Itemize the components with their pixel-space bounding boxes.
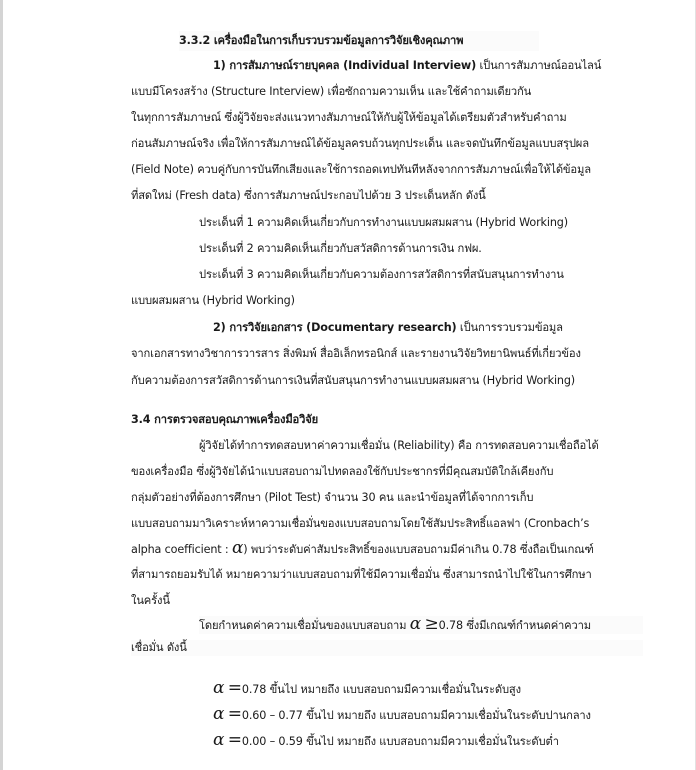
paragraph-line: alpha coefficient : α) พบว่าระดับค่าสัมประสิทธิ์ของแบบสอบถามมีค่าเกิน 0.78 ซึ่งถือเป็นเกณฑ์ (131, 538, 594, 558)
paragraph-line: ที่สดใหม่ (Fresh data) ซึ่งการสัมภาษณ์ประกอบไปด้วย 3 ประเด็นหลัก ดังนี้ (131, 189, 486, 202)
paragraph-line: จากเอกสารทางวิชาการวารสาร สิ่งพิมพ์ สื่ออิเล็กทรอนิกส์ และรายงานวิจัยวิทยานิพนธ์ที่เกี่ยวข้อง (131, 347, 581, 360)
paragraph-line: แบบมีโครงสร้าง (Structure Interview) เพื่อซักถามความเห็น และใช้คำถามเดียวกัน (131, 85, 532, 98)
criteria-intro: โดยกำหนดค่าความเชื่อมั่นของแบบสอบถาม α ≥0.78 ซึ่งมีเกณฑ์กำหนดค่าความ (199, 616, 643, 634)
issue-1: ประเด็นที่ 1 ความคิดเห็นเกี่ยวกับการทำงานแบบผสมผสาน (Hybrid Working) (199, 216, 568, 229)
issue-3-continued: แบบผสมผสาน (Hybrid Working) (131, 294, 295, 307)
paragraph-line: 1) การสัมภาษณ์รายบุคคล (Individual Interview) เป็นการสัมภาษณ์ออนไลน์ (213, 59, 602, 72)
equals-symbol: = (227, 704, 242, 724)
paragraph-line: ที่สามารถยอมรับได้ หมายความว่าแบบสอบถามที่ใช้มีความเชื่อมั่น ซึ่งสามารถนำไปใช้ในการศึกษา (131, 568, 592, 581)
greater-equal-symbol: ≥ (424, 614, 439, 634)
alpha-symbol: α (231, 538, 244, 558)
paragraph-line: แบบสอบถามมาวิเคราะห์หาความเชื่อมั่นของแบบสอบถามโดยใช้สัมประสิทธิ์แอลฟา (Cronbach’s (131, 517, 590, 530)
paragraph-line: ผู้วิจัยได้ทำการทดสอบหาค่าความเชื่อมั่น (Reliability) คือ การทดสอบความเชื่อถือได้ (199, 439, 599, 452)
issue-2: ประเด็นที่ 2 ความคิดเห็นเกี่ยวกับสวัสดิการด้านการเงิน กฟผ. (199, 242, 482, 255)
item-2-title: 2) การวิจัยเอกสาร (Documentary research) (213, 321, 457, 334)
equals-symbol: = (227, 678, 242, 698)
issue-3: ประเด็นที่ 3 ความคิดเห็นเกี่ยวกับความต้องการสวัสดิการที่สนับสนุนการทำงาน (199, 268, 564, 281)
section-heading-3-4: 3.4 การตรวจสอบคุณภาพเครื่องมือวิจัย (131, 413, 319, 426)
alpha-symbol: α (409, 614, 422, 634)
paragraph-line: 2) การวิจัยเอกสาร (Documentary research) เป็นการรวบรวมข้อมูล (213, 321, 563, 334)
criteria-item: α =0.60 – 0.77 ขึ้นไป หมายถึง แบบสอบถามมีความเชื่อมั่นในระดับปานกลาง (213, 704, 591, 724)
section-heading-3-3-2: 3.3.2 เครื่องมือในการเก็บรวบรวมข้อมูลการวิจัยเชิงคุณภาพ (179, 31, 539, 51)
paragraph-line: ในทุกการสัมภาษณ์ ซึ่งผู้วิจัยจะส่งแนวทางสัมภาษณ์ให้กับผู้ให้ข้อมูลได้เตรียมตัวสำหรับคำถาม (131, 111, 567, 124)
alpha-symbol: α (213, 678, 225, 698)
alpha-symbol: α (213, 704, 225, 724)
paragraph-line: กับความต้องการสวัสดิการด้านการเงินที่สนับสนุนการทำงานแบบผสมผสาน (Hybrid Working) (131, 374, 576, 387)
alpha-symbol: α (213, 730, 225, 750)
paragraph-line: ของเครื่องมือ ซึ่งผู้วิจัยได้นำแบบสอบถามไปทดลองใช้กับประชากรที่มีคุณสมบัติใกล้เคียงกับ (131, 465, 554, 478)
paragraph-line: กลุ่มตัวอย่างที่ต้องการศึกษา (Pilot Test) จำนวน 30 คน และนำข้อมูลที่ได้จากการเก็บ (131, 491, 534, 504)
paragraph-line: (Field Note) ควบคู่กับการบันทึกเสียงและใช้การถอดเทปทันทีหลังจากการสัมภาษณ์เพื่อให้ได้ข้อมูล (131, 163, 591, 176)
criteria-item: α =0.00 – 0.59 ขึ้นไป หมายถึง แบบสอบถามมีความเชื่อมั่นในระดับต่ำ (213, 730, 559, 750)
paragraph-line: ในครั้งนี้ (131, 594, 170, 607)
criteria-item: α =0.78 ขึ้นไป หมายถึง แบบสอบถามมีความเชื่อมั่นในระดับสูง (213, 678, 521, 698)
equals-symbol: = (227, 730, 242, 750)
item-1-title: 1) การสัมภาษณ์รายบุคคล (Individual Interview) (213, 59, 477, 72)
paragraph-line: ก่อนสัมภาษณ์จริง เพื่อให้การสัมภาษณ์ได้ข้อมูลครบถ้วนทุกประเด็น และจดบันทึกข้อมูลแบบสรุปผล (131, 137, 589, 150)
criteria-intro-continued: เชื่อมั่น ดังนี้ (131, 640, 643, 656)
